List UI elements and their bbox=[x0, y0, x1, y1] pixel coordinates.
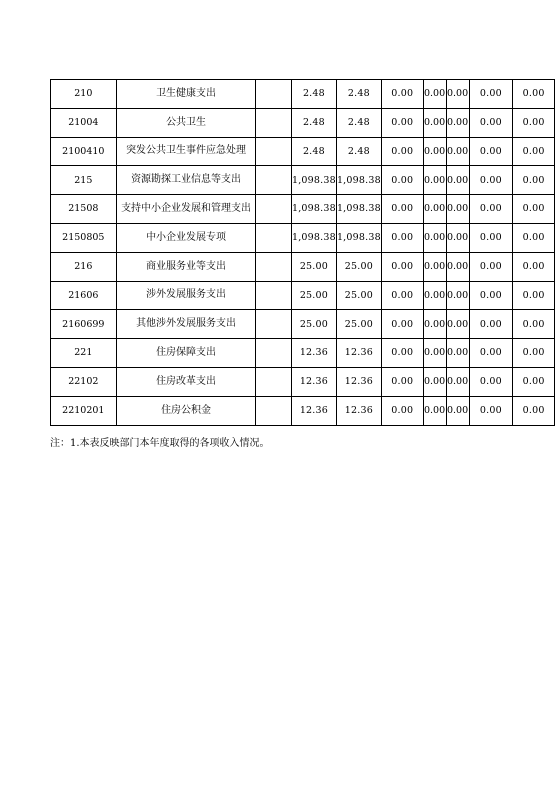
amount-cell: 0.00 bbox=[469, 339, 513, 368]
subject-name-cell: 住房改革支出 bbox=[116, 367, 256, 396]
subject-name-cell: 其他涉外发展服务支出 bbox=[116, 310, 256, 339]
total-amount-cell: 12.36 bbox=[291, 367, 336, 396]
amount-cell: 0.00 bbox=[423, 310, 446, 339]
amount-cell: 0.00 bbox=[446, 223, 469, 252]
amount-cell: 0.00 bbox=[381, 223, 423, 252]
amount-cell: 0.00 bbox=[423, 108, 446, 137]
table-row bbox=[51, 367, 555, 396]
amount-cell: 0.00 bbox=[469, 195, 513, 224]
amount-cell: 0.00 bbox=[469, 223, 513, 252]
table-row bbox=[51, 108, 555, 137]
subject-name-cell: 涉外发展服务支出 bbox=[116, 281, 256, 310]
blank-cell bbox=[256, 396, 291, 425]
amount-cell: 0.00 bbox=[513, 367, 555, 396]
amount-cell: 0.00 bbox=[469, 80, 513, 109]
table-row bbox=[51, 396, 555, 425]
table-footnote: 注：1.本表反映部门本年度取得的各项收入情况。 bbox=[50, 438, 270, 449]
amount-cell: 0.00 bbox=[423, 367, 446, 396]
basic-amount-cell: 12.36 bbox=[336, 339, 381, 368]
table-row bbox=[51, 166, 555, 195]
amount-cell: 0.00 bbox=[381, 252, 423, 281]
amount-cell: 0.00 bbox=[446, 396, 469, 425]
total-amount-cell: 1,098.38 bbox=[291, 195, 336, 224]
total-amount-cell: 12.36 bbox=[291, 396, 336, 425]
subject-name-cell: 支持中小企业发展和管理支出 bbox=[116, 195, 256, 224]
blank-cell bbox=[256, 252, 291, 281]
amount-cell: 0.00 bbox=[381, 396, 423, 425]
amount-cell: 0.00 bbox=[513, 137, 555, 166]
amount-cell: 0.00 bbox=[469, 108, 513, 137]
amount-cell: 0.00 bbox=[423, 339, 446, 368]
basic-amount-cell: 25.00 bbox=[336, 281, 381, 310]
basic-amount-cell: 1,098.38 bbox=[336, 223, 381, 252]
amount-cell: 0.00 bbox=[469, 281, 513, 310]
subject-code-cell: 2150805 bbox=[51, 223, 117, 252]
basic-amount-cell: 2.48 bbox=[336, 137, 381, 166]
table-row bbox=[51, 223, 555, 252]
amount-cell: 0.00 bbox=[423, 195, 446, 224]
basic-amount-cell: 1,098.38 bbox=[336, 166, 381, 195]
blank-cell bbox=[256, 310, 291, 339]
blank-cell bbox=[256, 339, 291, 368]
blank-cell bbox=[256, 137, 291, 166]
amount-cell: 0.00 bbox=[513, 108, 555, 137]
amount-cell: 0.00 bbox=[446, 252, 469, 281]
subject-code-cell: 210 bbox=[51, 80, 117, 109]
blank-cell bbox=[256, 281, 291, 310]
blank-cell bbox=[256, 80, 291, 109]
total-amount-cell: 1,098.38 bbox=[291, 166, 336, 195]
basic-amount-cell: 25.00 bbox=[336, 252, 381, 281]
total-amount-cell: 2.48 bbox=[291, 108, 336, 137]
amount-cell: 0.00 bbox=[423, 166, 446, 195]
amount-cell: 0.00 bbox=[381, 195, 423, 224]
table-row bbox=[51, 310, 555, 339]
amount-cell: 0.00 bbox=[513, 252, 555, 281]
subject-code-cell: 2160699 bbox=[51, 310, 117, 339]
subject-code-cell: 21606 bbox=[51, 281, 117, 310]
blank-cell bbox=[256, 195, 291, 224]
table-row bbox=[51, 339, 555, 368]
amount-cell: 0.00 bbox=[469, 166, 513, 195]
total-amount-cell: 12.36 bbox=[291, 339, 336, 368]
amount-cell: 0.00 bbox=[513, 80, 555, 109]
amount-cell: 0.00 bbox=[513, 281, 555, 310]
blank-cell bbox=[256, 166, 291, 195]
amount-cell: 0.00 bbox=[469, 367, 513, 396]
table-row bbox=[51, 80, 555, 109]
amount-cell: 0.00 bbox=[446, 166, 469, 195]
amount-cell: 0.00 bbox=[469, 252, 513, 281]
table-body bbox=[51, 80, 555, 426]
total-amount-cell: 1,098.38 bbox=[291, 223, 336, 252]
total-amount-cell: 25.00 bbox=[291, 310, 336, 339]
amount-cell: 0.00 bbox=[381, 281, 423, 310]
basic-amount-cell: 12.36 bbox=[336, 396, 381, 425]
subject-name-cell: 公共卫生 bbox=[116, 108, 256, 137]
subject-code-cell: 215 bbox=[51, 166, 117, 195]
blank-cell bbox=[256, 223, 291, 252]
amount-cell: 0.00 bbox=[381, 80, 423, 109]
amount-cell: 0.00 bbox=[513, 166, 555, 195]
amount-cell: 0.00 bbox=[423, 281, 446, 310]
amount-cell: 0.00 bbox=[446, 195, 469, 224]
table-row bbox=[51, 195, 555, 224]
amount-cell: 0.00 bbox=[381, 339, 423, 368]
amount-cell: 0.00 bbox=[469, 137, 513, 166]
basic-amount-cell: 1,098.38 bbox=[336, 195, 381, 224]
subject-name-cell: 资源勘探工业信息等支出 bbox=[116, 166, 256, 195]
total-amount-cell: 2.48 bbox=[291, 80, 336, 109]
amount-cell: 0.00 bbox=[446, 137, 469, 166]
blank-cell bbox=[256, 108, 291, 137]
total-amount-cell: 25.00 bbox=[291, 281, 336, 310]
subject-code-cell: 22102 bbox=[51, 367, 117, 396]
amount-cell: 0.00 bbox=[446, 310, 469, 339]
subject-name-cell: 商业服务业等支出 bbox=[116, 252, 256, 281]
amount-cell: 0.00 bbox=[446, 108, 469, 137]
amount-cell: 0.00 bbox=[513, 396, 555, 425]
basic-amount-cell: 12.36 bbox=[336, 367, 381, 396]
basic-amount-cell: 2.48 bbox=[336, 108, 381, 137]
subject-code-cell: 21508 bbox=[51, 195, 117, 224]
basic-amount-cell: 25.00 bbox=[336, 310, 381, 339]
amount-cell: 0.00 bbox=[381, 108, 423, 137]
total-amount-cell: 2.48 bbox=[291, 137, 336, 166]
subject-code-cell: 221 bbox=[51, 339, 117, 368]
amount-cell: 0.00 bbox=[423, 252, 446, 281]
subject-code-cell: 21004 bbox=[51, 108, 117, 137]
basic-amount-cell: 2.48 bbox=[336, 80, 381, 109]
subject-name-cell: 卫生健康支出 bbox=[116, 80, 256, 109]
blank-cell bbox=[256, 367, 291, 396]
amount-cell: 0.00 bbox=[446, 339, 469, 368]
amount-cell: 0.00 bbox=[423, 223, 446, 252]
subject-name-cell: 住房保障支出 bbox=[116, 339, 256, 368]
table-row bbox=[51, 252, 555, 281]
amount-cell: 0.00 bbox=[423, 396, 446, 425]
amount-cell: 0.00 bbox=[423, 137, 446, 166]
amount-cell: 0.00 bbox=[469, 396, 513, 425]
amount-cell: 0.00 bbox=[423, 80, 446, 109]
table-row bbox=[51, 281, 555, 310]
amount-cell: 0.00 bbox=[446, 281, 469, 310]
subject-name-cell: 突发公共卫生事件应急处理 bbox=[116, 137, 256, 166]
amount-cell: 0.00 bbox=[381, 310, 423, 339]
amount-cell: 0.00 bbox=[513, 195, 555, 224]
amount-cell: 0.00 bbox=[446, 367, 469, 396]
income-table bbox=[50, 79, 555, 426]
amount-cell: 0.00 bbox=[381, 166, 423, 195]
subject-code-cell: 2210201 bbox=[51, 396, 117, 425]
amount-cell: 0.00 bbox=[513, 310, 555, 339]
amount-cell: 0.00 bbox=[381, 137, 423, 166]
subject-code-cell: 2100410 bbox=[51, 137, 117, 166]
table-row bbox=[51, 137, 555, 166]
amount-cell: 0.00 bbox=[469, 310, 513, 339]
subject-code-cell: 216 bbox=[51, 252, 117, 281]
subject-name-cell: 中小企业发展专项 bbox=[116, 223, 256, 252]
subject-name-cell: 住房公积金 bbox=[116, 396, 256, 425]
amount-cell: 0.00 bbox=[513, 223, 555, 252]
total-amount-cell: 25.00 bbox=[291, 252, 336, 281]
amount-cell: 0.00 bbox=[446, 80, 469, 109]
amount-cell: 0.00 bbox=[513, 339, 555, 368]
amount-cell: 0.00 bbox=[381, 367, 423, 396]
